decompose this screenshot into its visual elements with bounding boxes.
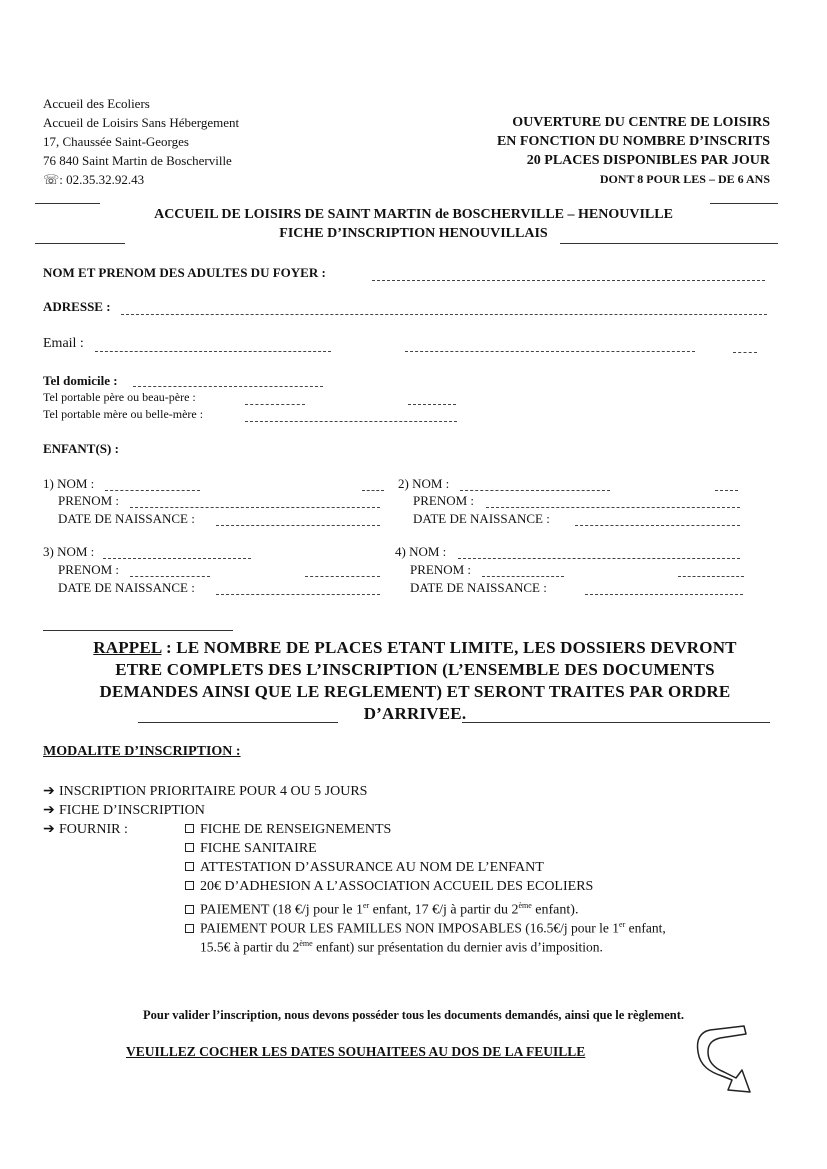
child3-firstname-field-extension[interactable]	[305, 576, 380, 577]
modality-item: ➔ INSCRIPTION PRIORITAIRE POUR 4 OU 5 JOURS	[43, 784, 368, 799]
checkbox-icon[interactable]	[185, 881, 194, 890]
doc-checkbox-row[interactable]: FICHE SANITAIRE	[185, 839, 317, 858]
child2-firstname-field[interactable]	[486, 507, 740, 508]
child2-firstname-label: PRENOM :	[413, 493, 475, 508]
form-title: ACCUEIL DE LOISIRS DE SAINT MARTIN de BOSCHERVILLE – HENOUVILLE	[154, 207, 673, 222]
address-block	[43, 94, 239, 189]
reminder-label: RAPPEL	[93, 638, 162, 657]
reminder-line: ETRE COMPLETS DES L’INSCRIPTION (L’ENSEMBLE DES DOCUMENTS	[115, 660, 715, 679]
divider	[462, 722, 770, 723]
checkbox-icon[interactable]	[185, 924, 194, 933]
child2-name-field-extension[interactable]	[715, 490, 738, 491]
validation-note: Pour valider l’inscription, nous devons posséder tous les documents demandés, ainsi que le règlement.	[142, 1008, 684, 1022]
child1-firstname-field[interactable]	[130, 507, 380, 508]
check-dates-note: VEUILLEZ COCHER LES DATES SOUHAITEES AU DOS DE LA FEUILLE	[126, 1044, 586, 1059]
children-label: ENFANT(S) :	[43, 441, 119, 456]
form-subtitle: FICHE D’INSCRIPTION HENOUVILLAIS	[279, 226, 548, 241]
doc-checkbox-row[interactable]: ATTESTATION D’ASSURANCE AU NOM DE L’ENFANT	[185, 858, 544, 877]
modality-item: ➔ FOURNIR :	[43, 822, 128, 837]
email-field[interactable]	[95, 351, 331, 352]
child1-name-label: 1) NOM :	[43, 476, 95, 491]
child3-firstname-label: PRENOM :	[58, 562, 120, 577]
address-line: Accueil des Ecoliers	[43, 96, 150, 111]
checkbox-icon[interactable]	[185, 824, 194, 833]
reminder-line: DEMANDES AINSI QUE LE REGLEMENT) ET SERONT TRAITES PAR ORDRE	[99, 682, 731, 701]
child1-name-field-extension[interactable]	[362, 490, 384, 491]
divider	[710, 203, 778, 204]
checkbox-icon[interactable]	[185, 905, 194, 914]
child2-name-field[interactable]	[460, 490, 610, 491]
child1-birthdate-label: DATE DE NAISSANCE :	[58, 511, 195, 526]
child4-firstname-field[interactable]	[482, 576, 564, 577]
phone-icon: ☏	[43, 172, 60, 187]
doc-checkbox-row-continued: 15.5€ à partir du 2ème enfant) sur présentation du dernier avis d’imposition.	[200, 939, 603, 955]
arrow-icon: ➔	[43, 784, 55, 799]
mother-phone-field[interactable]	[245, 421, 457, 422]
arrow-icon: ➔	[43, 822, 55, 837]
opening-info	[497, 113, 770, 189]
reminder-line: D’ARRIVEE.	[363, 704, 467, 723]
address-field[interactable]	[121, 314, 767, 315]
child2-name-label: 2) NOM :	[398, 476, 450, 491]
address-line: 17, Chaussée Saint-Georges	[43, 134, 189, 149]
child3-birthdate-field[interactable]	[216, 594, 380, 595]
child4-firstname-label: PRENOM :	[410, 562, 472, 577]
doc-checkbox-row[interactable]: FICHE DE RENSEIGNEMENTS	[185, 820, 391, 839]
child1-birthdate-field[interactable]	[216, 525, 380, 526]
child4-birthdate-field[interactable]	[585, 594, 743, 595]
opening-small: DONT 8 POUR LES – DE 6 ANS	[599, 172, 770, 186]
child1-firstname-label: PRENOM :	[58, 493, 120, 508]
reminder-block	[30, 637, 800, 725]
child3-birthdate-label: DATE DE NAISSANCE :	[58, 580, 195, 595]
divider	[138, 722, 338, 723]
divider	[35, 243, 125, 244]
divider	[35, 203, 100, 204]
doc-checkbox-row[interactable]: PAIEMENT POUR LES FAMILLES NON IMPOSABLES (16.5€/j pour le 1er enfant,	[185, 915, 666, 938]
phone-line: ☏: 02.35.32.92.43	[43, 172, 145, 187]
child3-firstname-field[interactable]	[130, 576, 210, 577]
child3-name-label: 3) NOM :	[43, 544, 95, 559]
modality-item: ➔ FICHE D’INSCRIPTION	[43, 803, 205, 818]
father-phone-field-extension[interactable]	[408, 404, 456, 405]
adults-name-label: NOM ET PRENOM DES ADULTES DU FOYER :	[43, 265, 326, 280]
child4-name-label: 4) NOM :	[395, 544, 447, 559]
divider	[43, 630, 233, 631]
reminder-line: RAPPEL : LE NOMBRE DE PLACES ETANT LIMITE, LES DOSSIERS DEVRONT	[93, 638, 737, 657]
email-label: Email :	[43, 336, 84, 351]
child4-birthdate-label: DATE DE NAISSANCE :	[410, 580, 547, 595]
father-phone-field[interactable]	[245, 404, 305, 405]
arrow-icon: ➔	[43, 803, 55, 818]
address-line: Accueil de Loisirs Sans Hébergement	[43, 115, 240, 130]
doc-checkbox-row[interactable]: 20€ D’ADHESION A L’ASSOCIATION ACCUEIL DES ECOLIERS	[185, 877, 593, 896]
mother-phone-label: Tel portable mère ou belle-mère :	[43, 407, 204, 421]
curved-arrow-icon	[692, 1020, 760, 1112]
doc-checkbox-row[interactable]: PAIEMENT (18 €/j pour le 1er enfant, 17 €/j à partir du 2ème enfant).	[185, 896, 578, 920]
email-field-extension[interactable]	[733, 352, 757, 353]
home-phone-field[interactable]	[133, 386, 323, 387]
child4-name-field[interactable]	[458, 558, 740, 559]
opening-line: EN FONCTION DU NOMBRE D’INSCRITS	[496, 134, 770, 149]
email-field-extension[interactable]	[405, 351, 695, 352]
checkbox-icon[interactable]	[185, 843, 194, 852]
checkbox-icon[interactable]	[185, 862, 194, 871]
home-phone-label: Tel domicile :	[43, 373, 118, 388]
child4-firstname-field-extension[interactable]	[678, 576, 744, 577]
adults-name-field[interactable]	[372, 280, 765, 281]
child2-birthdate-field[interactable]	[575, 525, 740, 526]
divider	[560, 243, 778, 244]
child2-birthdate-label: DATE DE NAISSANCE :	[413, 511, 550, 526]
address-line: 76 840 Saint Martin de Boscherville	[43, 153, 232, 168]
opening-line: 20 PLACES DISPONIBLES PAR JOUR	[526, 153, 770, 168]
child3-name-field[interactable]	[103, 558, 251, 559]
child1-name-field[interactable]	[105, 490, 200, 491]
father-phone-label: Tel portable père ou beau-père :	[43, 390, 196, 404]
opening-line: OUVERTURE DU CENTRE DE LOISIRS	[512, 115, 770, 130]
address-label: ADRESSE :	[43, 299, 111, 314]
modalities-title: MODALITE D’INSCRIPTION :	[43, 744, 241, 759]
